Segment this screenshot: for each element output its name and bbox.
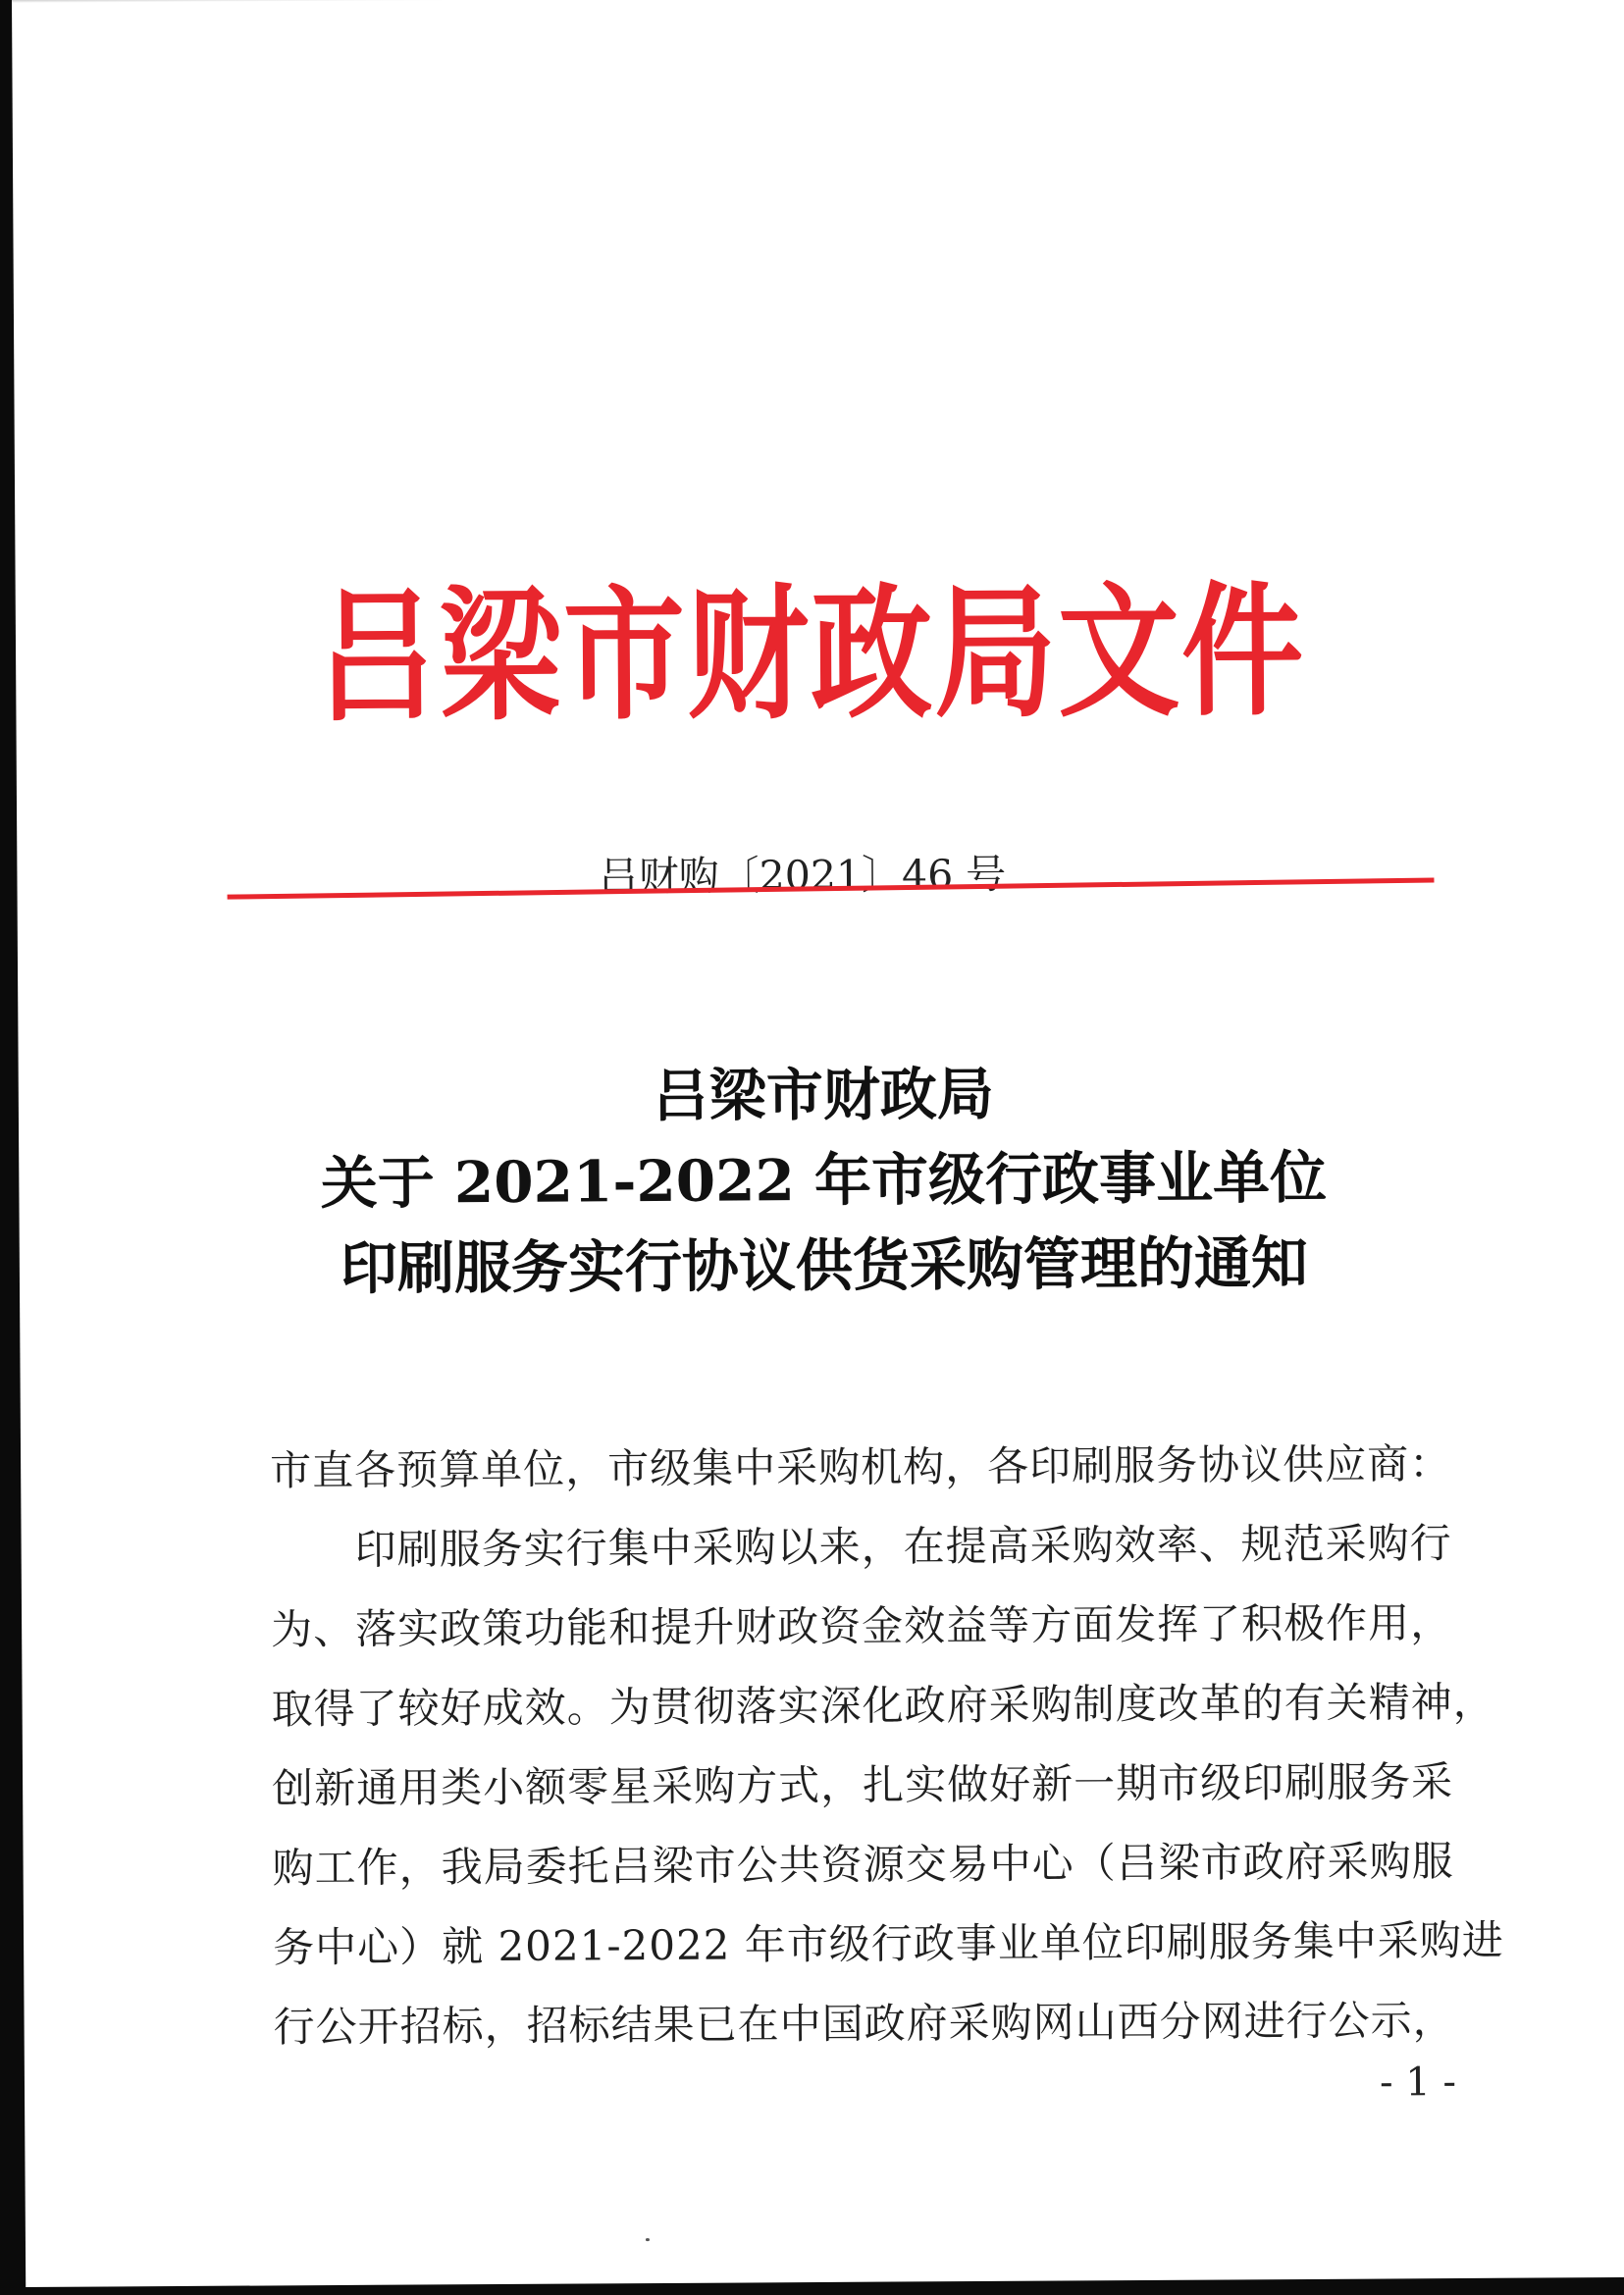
notice-title <box>235 1049 1414 1312</box>
body-line: 购工作，我局委托吕梁市公共资源交易中心（吕梁市政府采购服 <box>272 1837 1454 1893</box>
scan-speck <box>646 2238 650 2241</box>
red-masthead: 吕梁市财政局文件 <box>315 567 1306 743</box>
body-line: 务中心）就 2021-2022 年市级行政事业单位印刷服务集中采购进 <box>272 1915 1504 1972</box>
body-line: 印刷服务实行集中采购以来，在提高采购效率、规范采购行 <box>354 1519 1452 1574</box>
title-line-issuer: 吕梁市财政局 <box>652 1060 995 1130</box>
title-line-topic: 印刷服务实行协议供货采购管理的通知 <box>340 1228 1309 1302</box>
body-line: 行公开招标，招标结果已在中国政府采购网山西分网进行公示， <box>273 1996 1455 2052</box>
body-line: 为、落实政策功能和提升财政资金效益等方面发挥了积极作用， <box>271 1598 1453 1654</box>
scan-edge <box>12 0 1624 3</box>
body-line: 取得了较好成效。为贯彻落实深化政府采购制度改革的有关精神， <box>271 1677 1495 1734</box>
body-line: 创新通用类小额零星采购方式，扎实做好新一期市级印刷服务采 <box>271 1757 1454 1813</box>
title-line-subject: 关于 2021-2022 年市级行政事业单位 <box>320 1143 1328 1218</box>
document-number: 吕财购〔2021〕46 号 <box>598 850 1007 901</box>
notice-body <box>270 1424 1504 2067</box>
page-number: - 1 - <box>1379 2060 1457 2106</box>
salutation: 市直各预算单位，市级集中采购机构，各印刷服务协议供应商： <box>270 1439 1452 1495</box>
document-page <box>12 0 1624 2287</box>
